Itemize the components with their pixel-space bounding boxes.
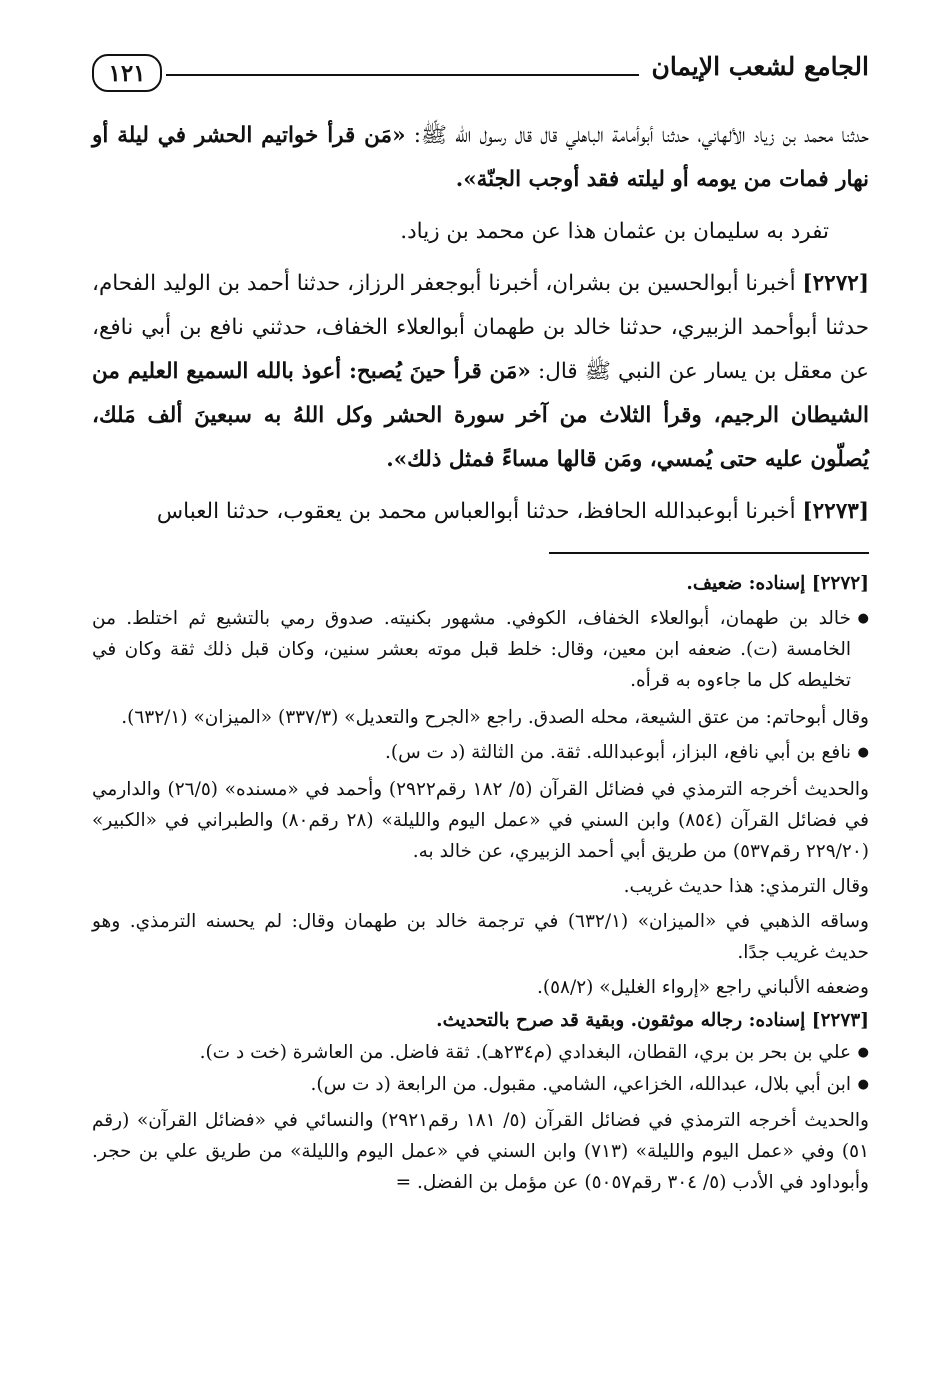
narrator-item: ● خالد بن طهمان، أبوالعلاء الخفاف، الكوفي. مشهور بكنيته. صدوق رمي بالتشيع ثم اختلط. من الخامسة (ت). ضعفه ابن معين، وقال: خلط قبل موته بعشر سنين، وكان قبل ذلك ثقة وكان في تخليطه كل ما جاءوه به قرأه. (92, 603, 869, 696)
header-rule (166, 74, 639, 76)
footnote-paragraph: وقال أبوحاتم: من عتق الشيعة، محله الصدق. راجع «الجرح والتعديل» (٣٣٧/٣) «الميزان» (٦٣٢/١). (121, 707, 869, 728)
prophetic-quote: «مَن قرأ حينَ يُصبح: أعوذ بالله السميع العليم من الشيطان الرجيم، وقرأ الثلاث من آخر سورة الحشر وكل اللهُ به سبعينَ ألف مَلك، يُصلّون عليه حتى يُمسي، ومَن قالها مساءً فمثل ذلك». (92, 359, 869, 472)
footnote-heading-2273: [٢٢٧٣] إسناده: رجاله موثقون. وبقية قد صرح بالتحديث. (436, 1010, 869, 1031)
prophetic-quote: «مَن قرأ خواتيم الحشر في ليلة أو نهار فمات من يومه أو ليلته فقد أوجب الجنّة». (92, 123, 869, 192)
footnote-divider (549, 552, 869, 554)
hadith-continuation (92, 114, 869, 202)
narrator-list (92, 737, 869, 768)
narrator-list (92, 603, 869, 696)
footnote-heading-2272: [٢٢٧٢] إسناده: ضعيف. (686, 573, 869, 594)
footnotes (92, 568, 869, 1198)
narrator-item: ● علي بن بحر بن بري، القطان، البغدادي (م٢٣٤هـ). ثقة فاضل. من العاشرة (خت د ت). (92, 1039, 869, 1067)
narrator-item: ● ابن أبي بلال، عبدالله، الخزاعي، الشامي. مقبول. من الرابعة (د ت س). (92, 1071, 869, 1099)
narrator-item: ● نافع بن أبي نافع، البزاز، أبوعبدالله. ثقة. من الثالثة (د ت س). (92, 737, 869, 768)
main-text (92, 114, 869, 534)
chain-text: أخبرنا أبوعبدالله الحافظ، حدثنا أبوالعباس محمد بن يعقوب، حدثنا العباس (156, 499, 803, 524)
footnote-paragraph: وضعفه الألباني راجع «إرواء الغليل» (٥٨/٢). (537, 977, 869, 998)
chain-text: أخبرنا أبوالحسين بن بشران، أخبرنا أبوجعفر الرزاز، حدثنا أحمد بن الوليد الفحام، حدثنا أبوأحمد الزبيري، حدثنا خالد بن طهمان أبوالعلاء الخفاف، حدثني نافع بن أبي نافع، عن معقل بن يسار عن النبي ﷺ قال: (92, 271, 869, 384)
footnote-paragraph: والحديث أخرجه الترمذي في فضائل القرآن (٥/ ١٨١ رقم٢٩٢١) والنسائي في «فضائل القرآن» (رقم ٥١) وفي «عمل اليوم والليلة» (٧١٣) وابن السني في «عمل اليوم والليلة» من طريق علي بن حجر. وأبوداود في الأدب (٥/ ٣٠٤ رقم٥٠٥٧) عن مؤمل بن الفضل. = (92, 1110, 870, 1193)
hadith-number: [٢٢٧٣] (802, 499, 869, 524)
footnote-paragraph: وساقه الذهبي في «الميزان» (٦٣٢/١) في ترجمة خالد بن طهمان وقال: لم يحسنه الترمذي. وهو حديث غريب جدًا. (92, 911, 869, 963)
page-header (92, 44, 869, 108)
hadith-number: [٢٢٧٢] (802, 271, 869, 296)
chain-text: حدثنا محمد بن زياد الألهاني، حدثنا أبوأمامة الباهلي قال قال رسول الله ﷺ: (405, 123, 869, 148)
narrator-list (92, 1039, 869, 1099)
commentary-line: تفرد به سليمان بن عثمان هذا عن محمد بن زياد. (400, 219, 829, 244)
running-title: الجامع لشعب الإيمان (651, 52, 869, 81)
footnote-paragraph: وقال الترمذي: هذا حديث غريب. (623, 876, 869, 897)
hadith-2273 (92, 490, 869, 534)
footnote-paragraph: والحديث أخرجه الترمذي في فضائل القرآن (٥/ ١٨٢ رقم٢٩٢٢) وأحمد في «مسنده» (٢٦/٥) والدارمي في فضائل القرآن (٨٥٤) وابن السني في «عمل اليوم والليلة» (٢٨ رقم٨٠) والطبراني في «الكبير» (٢٢٩/٢٠ رقم٥٣٧) من طريق أبي أحمد الزبيري، عن خالد به. (92, 779, 869, 862)
page-number: ١٢١ (92, 54, 162, 92)
hadith-2272 (92, 262, 869, 482)
